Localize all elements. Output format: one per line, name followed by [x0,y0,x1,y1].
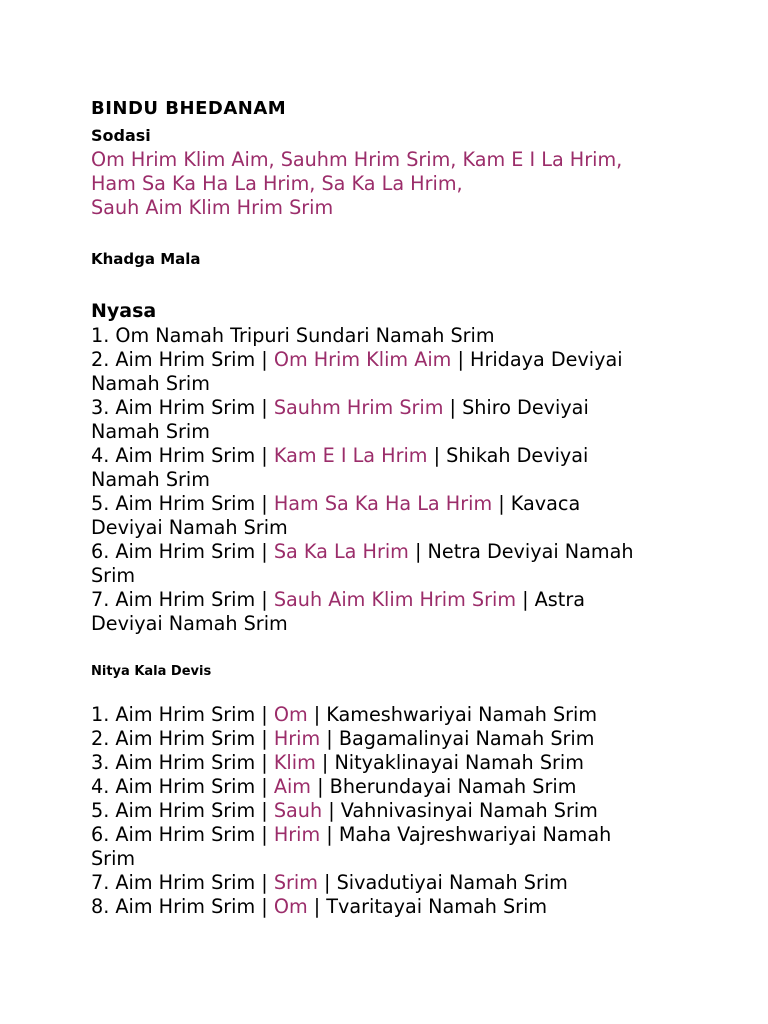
item-mantra: Hrim [273,727,321,750]
nyasa-item [91,396,634,420]
item-mantra: Srim [273,871,318,894]
item-mantra: Ham Sa Ka Ha La Hrim [273,492,493,515]
item-suffix: | Nityaklinayai Namah Srim [315,751,584,774]
item-mantra: Hrim [273,823,321,846]
item-suffix: | Vahnivasinyai Namah Srim [322,799,598,822]
nyasa-item: 1. Om Namah Tripuri Sundari Namah Srim [91,324,495,347]
nyasa-item [91,444,634,468]
nyasa-item-continuation: Deviyai Namah Srim [91,612,288,635]
nyasa-item [91,588,634,612]
nyasa-item-continuation: Namah Srim [91,420,210,443]
item-prefix: 1. Aim Hrim Srim | [91,703,274,726]
item-suffix: | Netra Deviyai Namah [408,540,634,563]
sodasi-mantra-block [91,148,622,220]
item-suffix: | Bherundayai Namah Srim [311,775,577,798]
item-mantra: Kam E I La Hrim [273,444,428,467]
sodasi-heading: Sodasi [91,126,151,145]
nyasa-list [91,324,634,636]
item-suffix: | Shiro Deviyai [443,396,589,419]
nitya-kala-devis-heading: Nitya Kala Devis [91,664,212,679]
item-suffix: | Kavaca [492,492,581,515]
nyasa-item-continuation: Namah Srim [91,468,210,491]
item-mantra: Sauh Aim Klim Hrim Srim [273,588,517,611]
nitya-list [91,703,611,919]
item-suffix: | Hridaya Deviyai [451,348,623,371]
sodasi-mantra-line: Om Hrim Klim Aim, Sauhm Hrim Srim, Kam E I La Hrim, [91,148,623,171]
nitya-item-continuation: Srim [91,847,136,870]
nitya-item [91,823,611,847]
khadga-mala-heading: Khadga Mala [91,250,201,268]
item-prefix: 7. Aim Hrim Srim | [91,871,274,894]
item-mantra: Sauhm Hrim Srim [273,396,444,419]
item-mantra: Klim [273,751,316,774]
item-prefix: 7. Aim Hrim Srim | [91,588,274,611]
item-prefix: 8. Aim Hrim Srim | [91,895,274,918]
nyasa-item-continuation: Namah Srim [91,372,210,395]
item-prefix: 6. Aim Hrim Srim | [91,823,274,846]
sodasi-mantra-line: Ham Sa Ka Ha La Hrim, Sa Ka La Hrim, [91,172,463,195]
nyasa-item [91,540,634,564]
item-prefix: 5. Aim Hrim Srim | [91,492,274,515]
item-mantra: Sa Ka La Hrim [273,540,409,563]
item-mantra: Om [273,895,308,918]
nyasa-item-continuation: Srim [91,564,136,587]
nyasa-heading: Nyasa [91,300,157,322]
nyasa-item [91,492,634,516]
item-suffix: | Kameshwariyai Namah Srim [307,703,598,726]
nitya-item [91,895,611,919]
nitya-item [91,703,611,727]
nyasa-item-continuation: Deviyai Namah Srim [91,516,288,539]
item-mantra: Om Hrim Klim Aim [273,348,452,371]
item-suffix: | Sivadutiyai Namah Srim [317,871,568,894]
item-mantra: Aim [273,775,311,798]
item-prefix: 4. Aim Hrim Srim | [91,444,274,467]
item-prefix: 4. Aim Hrim Srim | [91,775,274,798]
item-suffix: | Shikah Deviyai [427,444,589,467]
nyasa-item [91,348,634,372]
sodasi-mantra-line: Sauh Aim Klim Hrim Srim [91,196,334,219]
nitya-item [91,871,611,895]
item-prefix: 6. Aim Hrim Srim | [91,540,274,563]
nitya-item [91,751,611,775]
nitya-item [91,727,611,751]
item-suffix: | Tvaritayai Namah Srim [307,895,548,918]
nitya-item [91,799,611,823]
item-suffix: | Maha Vajreshwariyai Namah [320,823,612,846]
item-prefix: 2. Aim Hrim Srim | [91,348,274,371]
nitya-item [91,775,611,799]
item-suffix: | Astra [516,588,585,611]
page-title: BINDU BHEDANAM [91,98,287,119]
item-prefix: 5. Aim Hrim Srim | [91,799,274,822]
item-mantra: Sauh [273,799,323,822]
item-mantra: Om [273,703,308,726]
item-prefix: 3. Aim Hrim Srim | [91,396,274,419]
item-prefix: 2. Aim Hrim Srim | [91,727,274,750]
item-prefix: 3. Aim Hrim Srim | [91,751,274,774]
item-suffix: | Bagamalinyai Namah Srim [320,727,595,750]
